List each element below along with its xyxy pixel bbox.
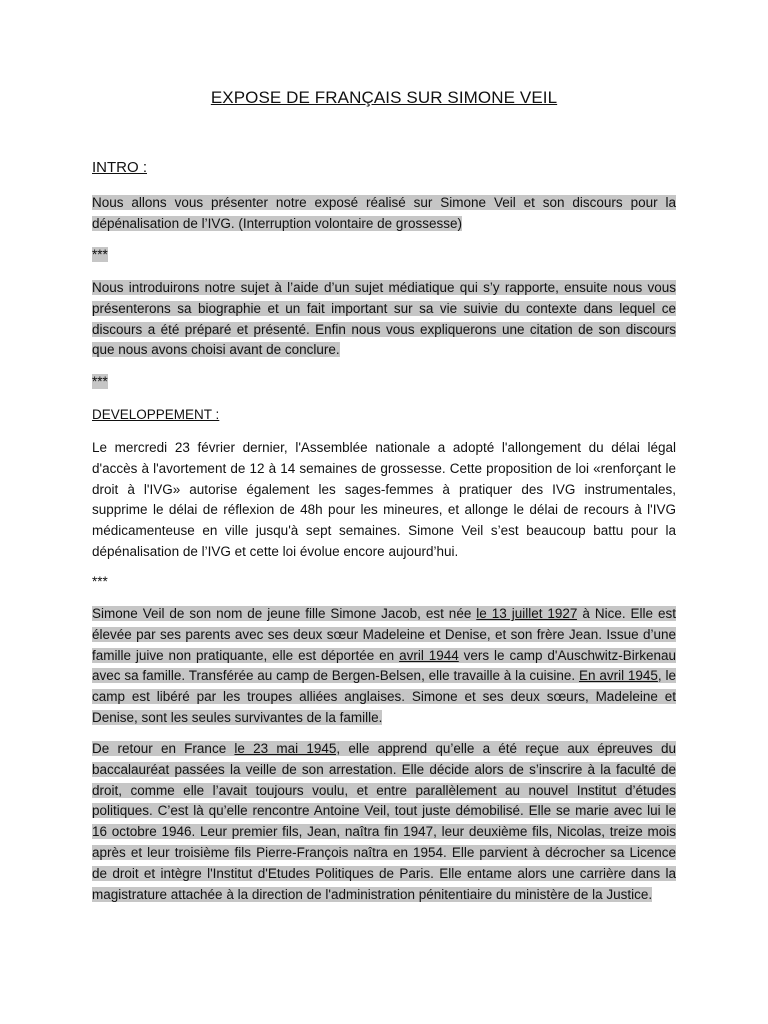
separator-3: *** [92, 574, 108, 589]
paragraph-intro-2-text: Nous introduirons notre sujet à l’aide d’un sujet médiatique qui s’y rapporte, ensuite nous vous présenterons sa biographie et un fait important sur sa vie suivie du contexte dans lequel ce discours a été préparé et présenté. Enfin nous vous expliquerons une citation de son discours que nous avons choisi avant de conclure. [92, 280, 676, 358]
bio1-text-a: Simone Veil de son nom de jeune fille Simone Jacob, est née [92, 606, 477, 621]
paragraph-intro-1 [92, 193, 676, 235]
paragraph-intro-2 [92, 278, 676, 361]
paragraph-biography-2 [92, 739, 676, 905]
paragraph-news: Le mercredi 23 février dernier, l'Assemblée nationale a adopté l'allongement du délai légal d'accès à l'avortement de 12 à 14 semaines de grossesse. Cette proposition de loi «renforçant le droit à l'IVG» autorise également les sages-femmes à pratiquer des IVG instrumentales, supprime le délai de réflexion de 48h pour les mineures, et allonge le délai de recours à l'IVG médicamenteuse en ville jusqu'à sept semaines. Simone Veil s’est beaucoup battu pour la dépénalisation de l’IVG et cette loi évolue encore aujourd’hui. [92, 440, 676, 559]
intro-heading: INTRO : [92, 159, 147, 176]
bio1-date-birth: le 13 juillet 1927 [476, 606, 578, 621]
bio1-text-c: à Nice. Elle est élevée par ses parents avec ses deux sœur Madeleine et Denise, et son frère Jean. Issue d’une famille juive non pratiquante, elle est déportée en [92, 606, 676, 663]
separator-1-text: *** [92, 247, 108, 262]
bio1-date-liberation: En avril 1945 [579, 668, 658, 684]
bio1-text-g: , le camp est libéré par les troupes alliées anglaises. Simone et ses deux sœurs, Madeleine et Denise, sont les seules survivantes de la famille. [92, 668, 676, 725]
development-heading: DEVELOPPEMENT : [92, 407, 220, 422]
bio1-date-deportation: avril 1944 [399, 647, 459, 663]
paragraph-biography-1 [92, 604, 676, 729]
document-title: EXPOSE DE FRANÇAIS SUR SIMONE VEIL [210, 88, 558, 107]
separator-2 [92, 372, 676, 393]
bio1-text-e: vers le camp d'Auschwitz-Birkenau avec sa famille. Transférée au camp de Bergen-Belsen, elle travaille à la cuisine. [92, 647, 676, 684]
separator-2-text: *** [92, 374, 108, 389]
separator-1 [92, 245, 676, 266]
bio2-text-a: De retour en France [92, 741, 235, 756]
bio2-date-return: le 23 mai 1945 [234, 741, 337, 756]
bio2-text-c: , elle apprend qu’elle a été reçue aux épreuves du baccalauréat passées la veille de son arrestation. Elle décide alors de s’inscrire à la faculté de droit, comme elle l’avait toujours voulu, et entre parallèlement au nouvel Institut d’études politiques. C’est là qu’elle rencontre Antoine Veil, tout juste démobilisé. Elle se marie avec lui le 16 octobre 1946. Leur premier fils, Jean, naîtra fin 1947, leur deuxième fils, Nicolas, treize mois après et leur troisième fils Pierre-François naîtra en 1954. Elle parvient à décrocher sa Licence de droit et intègre l'Institut d'Etudes Politiques de Paris. Elle entame alors une carrière dans la magistrature attachée à la direction de l'administration pénitentiaire du ministère de la Justice. [92, 741, 676, 902]
paragraph-intro-1-text: Nous allons vous présenter notre exposé réalisé sur Simone Veil et son discours pour la dépénalisation de l’IVG. (Interruption volontaire de grossesse) [92, 195, 676, 231]
